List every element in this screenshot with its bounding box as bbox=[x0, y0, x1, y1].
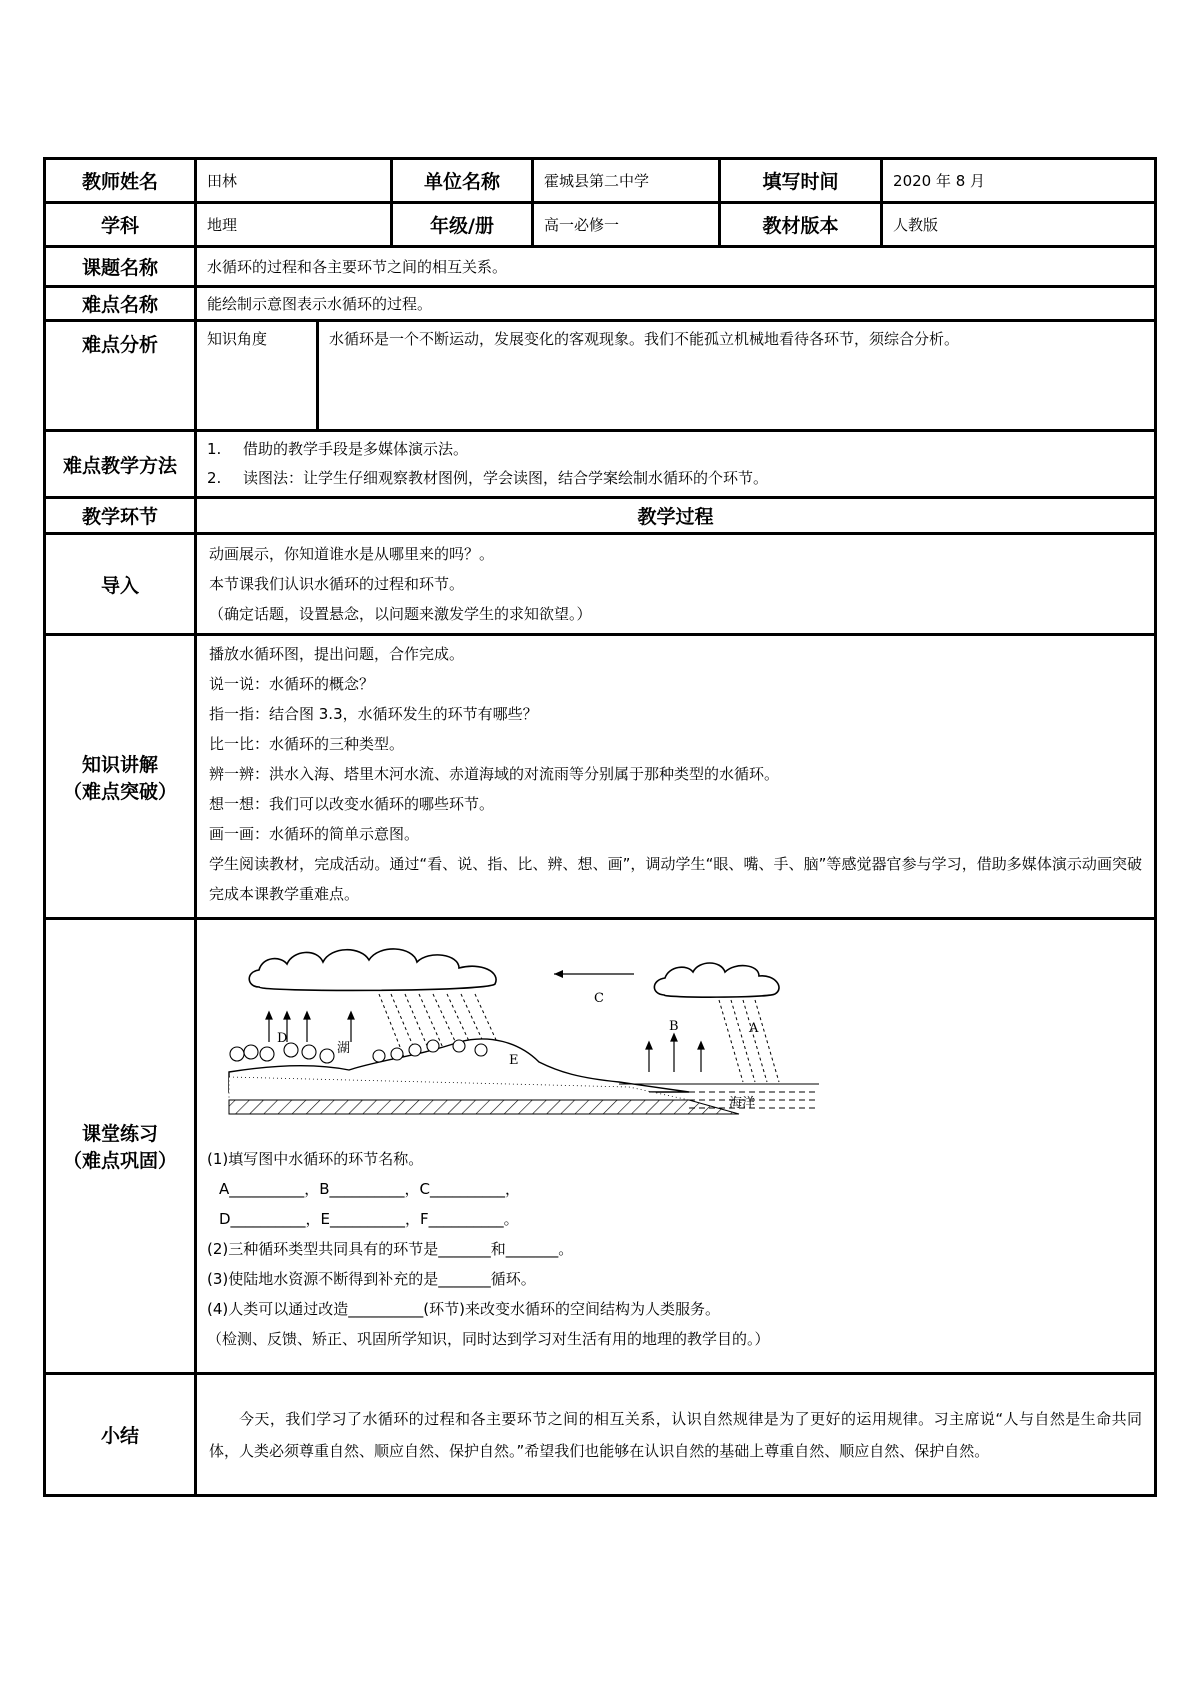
method-label: 难点教学方法 bbox=[45, 431, 196, 498]
label-a: A bbox=[749, 1021, 759, 1036]
question-4: (4)人类可以通过改造__________(环节)来改变水循环的空间结构为人类服务。 bbox=[207, 1300, 720, 1318]
label-e: E bbox=[509, 1053, 519, 1068]
lecture-line: 画一画：水循环的简单示意图。 bbox=[209, 825, 420, 843]
difficulty-label: 难点名称 bbox=[45, 287, 196, 321]
intro-line: 本节课我们认识水循环的过程和环节。 bbox=[209, 575, 465, 593]
teacher-label: 教师姓名 bbox=[45, 159, 196, 203]
practice-label-2: （难点巩固） bbox=[62, 1150, 177, 1172]
summary-text: 今天，我们学习了水循环的过程和各主要环节之间的相互关系，认识自然规律是为了更好的运用规律。习主席说“人与自然是生命共同体，人类必须尊重自然、顺应自然、保护自然。”希望我们也能够在认识自然的基础上尊重自然、顺应自然、保护自然。 bbox=[209, 1409, 1143, 1460]
analysis-row bbox=[45, 321, 1156, 431]
lecture-line: 指一指：结合图 3.3，水循环发生的环节有哪些？ bbox=[209, 705, 538, 723]
topic-row bbox=[45, 247, 1156, 287]
topic-value: 水循环的过程和各主要环节之间的相互关系。 bbox=[196, 247, 1156, 287]
lecture-line: 辨一辨：洪水入海、塔里木河水流、赤道海域的对流雨等分别属于那种类型的水循环。 bbox=[209, 765, 780, 783]
lecture-paragraph: 学生阅读教材，完成活动。通过“看、说、指、比、辨、想、画”，调动学生“眼、嘴、手、脑”等感觉器官参与学习，借助多媒体演示动画突破完成本课教学重难点。 bbox=[209, 855, 1143, 903]
rain-right bbox=[719, 1000, 779, 1082]
lecture-content bbox=[196, 635, 1156, 919]
analysis-label: 难点分析 bbox=[45, 321, 196, 431]
question-2: (2)三种循环类型共同具有的环节是_______和_______。 bbox=[207, 1240, 574, 1258]
label-b: B bbox=[669, 1019, 679, 1034]
lecture-label-2: （难点突破） bbox=[62, 780, 177, 803]
practice-note: （检测、反馈、矫正、巩固所学知识，同时达到学习对生活有用的地理的教学目的。） bbox=[207, 1330, 770, 1348]
practice-label-1: 课堂练习 bbox=[81, 1123, 158, 1145]
teacher-value: 田林 bbox=[196, 159, 392, 203]
evaporation-arrows bbox=[646, 1034, 704, 1072]
summary-content bbox=[196, 1374, 1156, 1496]
edition-label: 教材版本 bbox=[720, 203, 882, 247]
lecture-line: 想一想：我们可以改变水循环的哪些环节。 bbox=[209, 795, 495, 813]
edition-value: 人教版 bbox=[882, 203, 1156, 247]
grade-value: 高一必修一 bbox=[533, 203, 720, 247]
lecture-label-1: 知识讲解 bbox=[81, 753, 158, 776]
subject-label: 学科 bbox=[45, 203, 196, 247]
question-3: (3)使陆地水资源不断得到补充的是_______循环。 bbox=[207, 1270, 536, 1288]
topic-label: 课题名称 bbox=[45, 247, 196, 287]
water-cycle-diagram bbox=[219, 932, 859, 1142]
question-1: (1)填写图中水循环的环节名称。 bbox=[207, 1150, 424, 1168]
intro-label: 导入 bbox=[45, 534, 196, 635]
question-1-line-2: D__________，E__________，F__________。 bbox=[219, 1210, 519, 1228]
intro-row bbox=[45, 534, 1156, 635]
time-label: 填写时间 bbox=[720, 159, 882, 203]
analysis-content: 水循环是一个不断运动，发展变化的客观现象。我们不能孤立机械地看待各环节，须综合分析。 bbox=[318, 321, 1156, 431]
label-c: C bbox=[594, 991, 604, 1006]
practice-label bbox=[45, 919, 196, 1374]
difficulty-value: 能绘制示意图表示水循环的过程。 bbox=[196, 287, 1156, 321]
lecture-line: 比一比：水循环的三种类型。 bbox=[209, 735, 405, 753]
method-item: 2. 读图法：让学生仔细观察教材图例，学会读图，结合学案绘制水循环的个环节。 bbox=[207, 469, 769, 487]
question-1-line-1: A__________，B__________，C__________， bbox=[219, 1180, 521, 1198]
method-item: 1. 借助的教学手段是多媒体演示法。 bbox=[207, 440, 469, 458]
lecture-line: 播放水循环图，提出问题，合作完成。 bbox=[209, 645, 465, 663]
summary-row bbox=[45, 1374, 1156, 1496]
header-row-2 bbox=[45, 203, 1156, 247]
unit-label: 单位名称 bbox=[392, 159, 533, 203]
analysis-angle: 知识角度 bbox=[196, 321, 318, 431]
unit-value: 霍城县第二中学 bbox=[533, 159, 720, 203]
practice-content bbox=[196, 919, 1156, 1374]
subject-value: 地理 bbox=[196, 203, 392, 247]
time-value: 2020 年 8 月 bbox=[882, 159, 1156, 203]
label-lake: 湖 bbox=[337, 1041, 351, 1056]
stage-header: 教学环节 bbox=[45, 498, 196, 534]
method-content bbox=[196, 431, 1156, 498]
process-header-row bbox=[45, 498, 1156, 534]
method-row bbox=[45, 431, 1156, 498]
intro-line: （确定话题，设置悬念，以问题来激发学生的求知欲望。） bbox=[209, 605, 592, 623]
lecture-line: 说一说：水循环的概念？ bbox=[209, 675, 375, 693]
intro-line: 动画展示，你知道谁水是从哪里来的吗？。 bbox=[209, 545, 495, 563]
header-row-1 bbox=[45, 159, 1156, 203]
lecture-row bbox=[45, 635, 1156, 919]
cloud-left bbox=[249, 949, 496, 990]
label-ocean: 海洋 bbox=[729, 1096, 756, 1111]
process-header: 教学过程 bbox=[196, 498, 1156, 534]
summary-label: 小结 bbox=[45, 1374, 196, 1496]
label-d: D bbox=[277, 1031, 288, 1046]
intro-content bbox=[196, 534, 1156, 635]
difficulty-row bbox=[45, 287, 1156, 321]
lesson-plan-table bbox=[43, 157, 1157, 1497]
cloud-right bbox=[654, 963, 779, 997]
bedrock bbox=[229, 1100, 739, 1114]
grade-label: 年级/册 bbox=[392, 203, 533, 247]
practice-row bbox=[45, 919, 1156, 1374]
lecture-label bbox=[45, 635, 196, 919]
